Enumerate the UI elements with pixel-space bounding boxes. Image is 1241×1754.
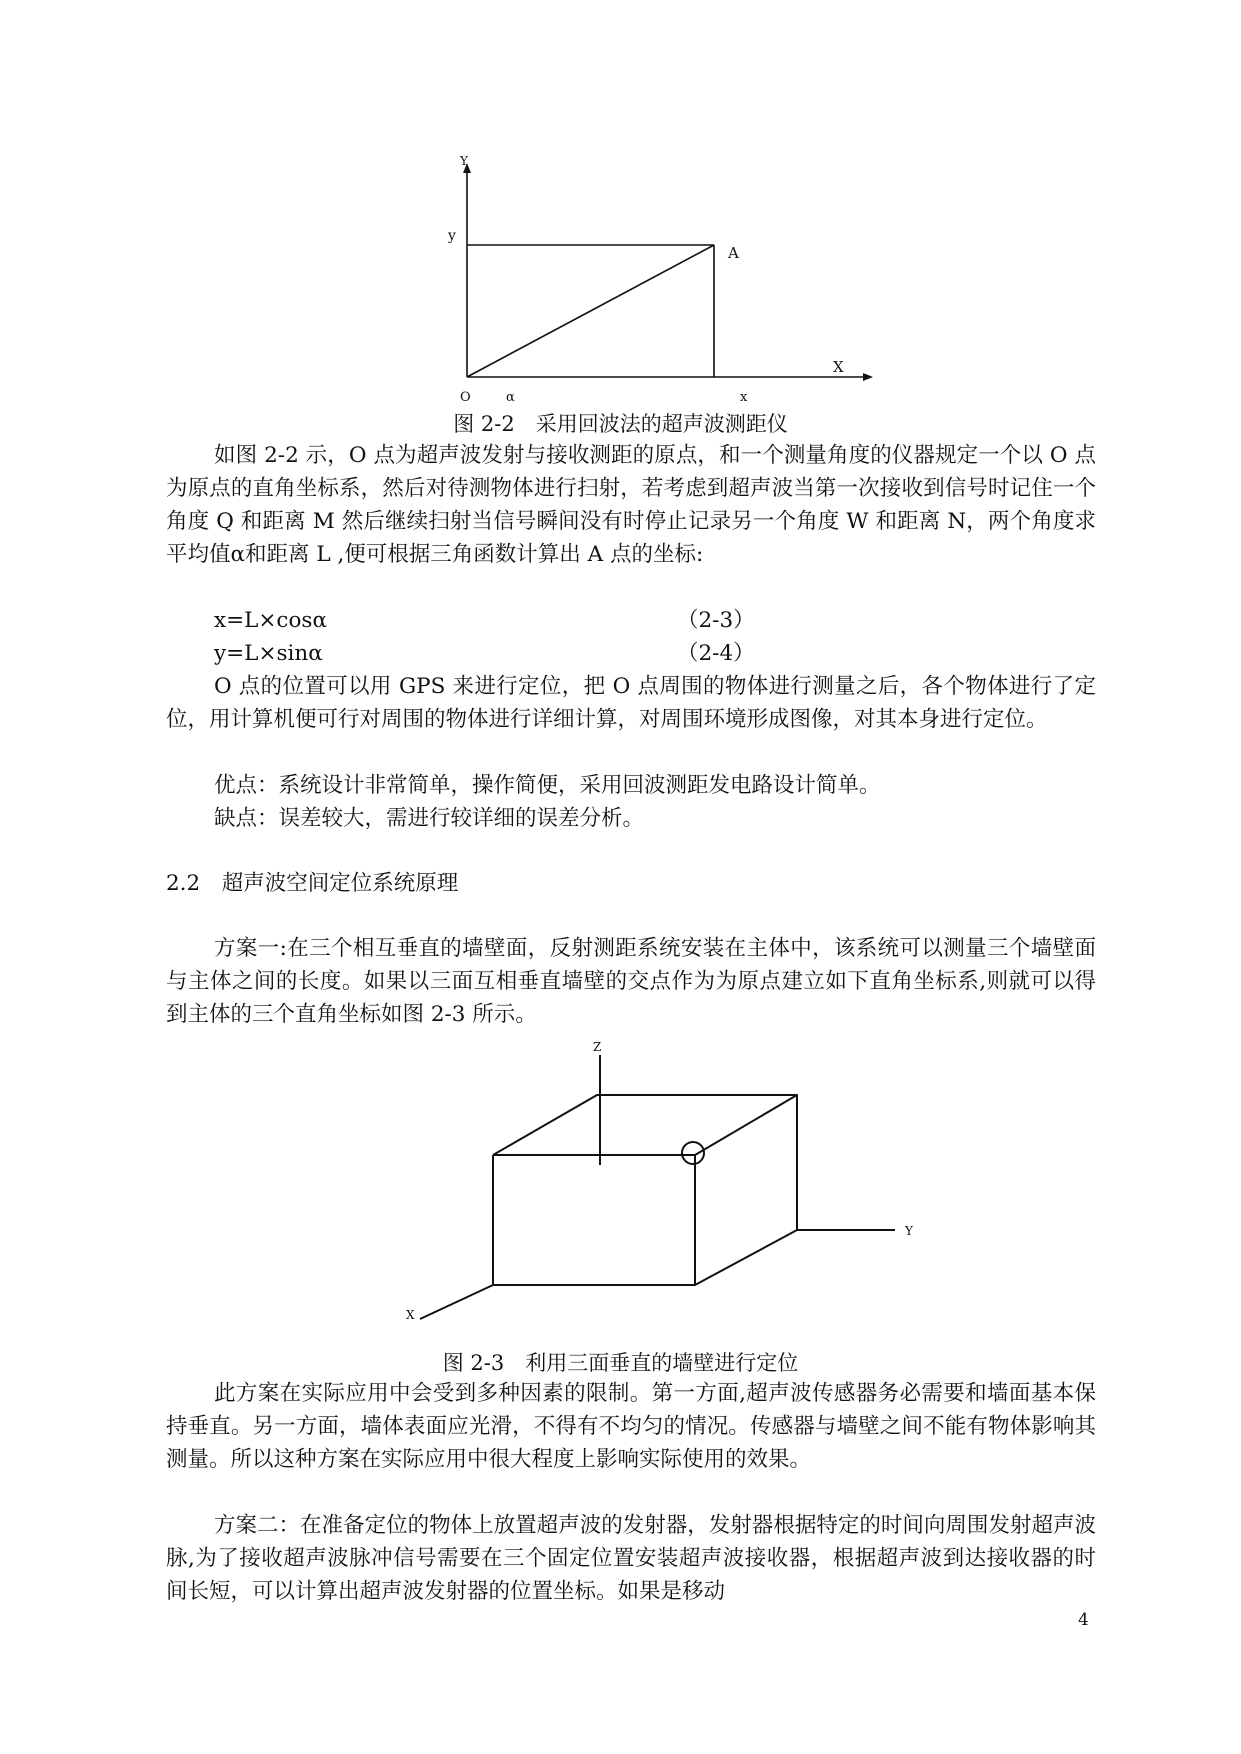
paragraph-scheme-one: 方案一:在三个相互垂直的墙壁面，反射测距系统安装在主体中，该系统可以测量三个墙壁面与主体之间的长度。如果以三面互相垂直墙壁的交点作为为原点建立如下直角坐标系,则就可以得到主体的三个直角坐标如图 2-3 所示。 <box>166 936 1096 1027</box>
label-z-axis: Z <box>593 1040 602 1054</box>
label-y-axis-3d: Y <box>905 1224 913 1238</box>
label-origin: O <box>460 390 471 405</box>
figure-2-2-diagram <box>440 155 880 405</box>
label-angle: α <box>506 390 515 405</box>
figure-2-3-caption: 图 2-3 利用三面垂直的墙壁进行定位 <box>442 1351 799 1375</box>
equation-2-4: y=L×sinα <box>214 641 323 666</box>
page-number: 4 <box>1078 1610 1089 1630</box>
figure-2-3-diagram <box>400 1035 930 1320</box>
label-x-axis-3d: X <box>406 1308 415 1320</box>
paragraph-gps: O 点的位置可以用 GPS 来进行定位，把 O 点周围的物体进行测量之后，各个物体进行了定位，用计算机便可行对周围的物体进行详细计算，对周围环境形成图像，对其本身进行定位。 <box>166 674 1096 732</box>
label-x-axis: X <box>833 358 844 376</box>
label-y-axis: Y <box>460 155 468 168</box>
label-point-a: A <box>728 244 739 262</box>
label-y-tick: y <box>448 228 456 244</box>
label-x-tick: x <box>740 390 748 405</box>
equation-2-3-number: （2-3） <box>677 608 755 633</box>
figure-2-2-caption: 图 2-2 采用回波法的超声波测距仪 <box>453 412 788 436</box>
paragraph-echo-method: 如图 2-2 示，O 点为超声波发射与接收测距的原点，和一个测量角度的仪器规定一个以 O 点为原点的直角坐标系，然后对待测物体进行扫射，若考虑到超声波当第一次接收到信号时记住一个角度 Q 和距离 M 然后继续扫射当信号瞬间没有时停止记录另一个角度 W 和距离 N，两个角度求平均值α和距离 L ,便可根据三角函数计算出 A 点的坐标: <box>166 443 1096 567</box>
disadvantage-text: 缺点：误差较大，需进行较详细的误差分析。 <box>214 806 645 831</box>
section-heading-2-2: 2.2 超声波空间定位系统原理 <box>166 871 459 896</box>
equation-2-3: x=L×cosα <box>214 608 327 633</box>
paragraph-limitations: 此方案在实际应用中会受到多种因素的限制。第一方面,超声波传感器务必需要和墙面基本保持垂直。另一方面，墙体表面应光滑，不得有不均匀的情况。传感器与墙壁之间不能有物体影响其测量。所以这种方案在实际应用中很大程度上影响实际使用的效果。 <box>166 1381 1096 1472</box>
equation-2-4-number: （2-4） <box>677 641 755 666</box>
paragraph-scheme-two: 方案二：在准备定位的物体上放置超声波的发射器，发射器根据特定的时间向周围发射超声波脉,为了接收超声波脉冲信号需要在三个固定位置安装超声波接收器，根据超声波到达接收器的时间长短，可以计算出超声波发射器的位置坐标。如果是移动 <box>166 1513 1096 1604</box>
advantage-text: 优点：系统设计非常简单，操作简便，采用回波测距发电路设计简单。 <box>214 773 881 798</box>
